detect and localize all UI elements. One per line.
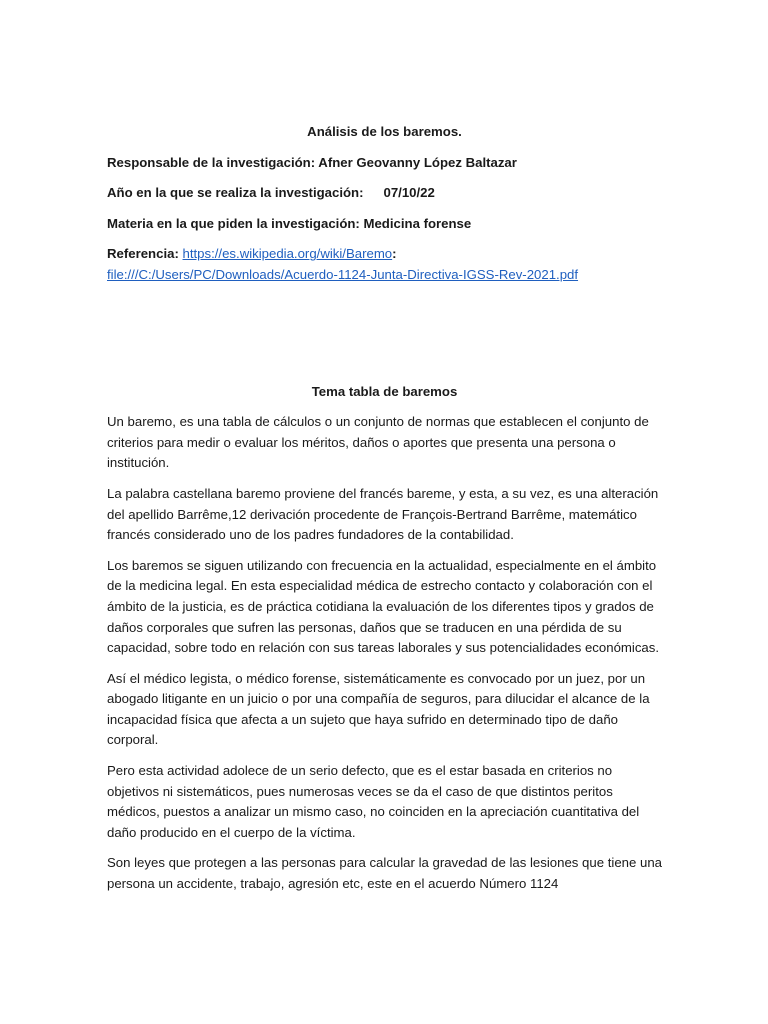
year-label: Año en la que se realiza la investigación: bbox=[107, 185, 364, 201]
subject-line: Materia en la que piden la investigación: Medicina forense bbox=[107, 215, 472, 231]
paragraph: Pero esta actividad adolece de un serio defecto, que es el estar basada en criterios no objetivos ni sistemáticos, pues numerosas veces se da el caso de que distintos peritos médicos, puestos a analizar un mismo caso, no coinciden en la apreciación cuantitativa del daño producido en el cuerpo de la víctima. bbox=[107, 763, 640, 840]
paragraph: Los baremos se siguen utilizando con frecuencia en la actualidad, especialmente en el ámbito de la medicina legal. En esta especialidad médica de estrecho contacto y colaboración con el ámbito de la justicia, es de práctica cotidiana la evaluación de los diferentes tipos y grados de daños corporales que sufren las personas, daños que se traducen en una pérdida de su capacidad, sobre todo en relación con sus tareas laborales y sus potencialidades económicas. bbox=[107, 557, 660, 656]
reference-separator: : bbox=[392, 246, 397, 262]
paragraph: La palabra castellana baremo proviene del francés bareme, y esta, a su vez, es una alteración del apellido Barrême,12 derivación procedente de François-Bertrand Barrême, matemático francés considerado uno de los padres fundadores de la contabilidad. bbox=[107, 485, 659, 543]
year-value: 07/10/22 bbox=[383, 185, 435, 201]
document-title: Análisis de los baremos. bbox=[307, 124, 462, 139]
paragraph: Un baremo, es una tabla de cálculos o un conjunto de normas que establecen el conjunto de criterios para medir o evaluar los méritos, daños o aportes que presenta una persona o institución. bbox=[107, 414, 649, 471]
reference-link-pdf[interactable]: file:///C:/Users/PC/Downloads/Acuerdo-1124-Junta-Directiva-IGSS-Rev-2021.pdf bbox=[107, 266, 579, 282]
paragraph: Así el médico legista, o médico forense, sistemáticamente es convocado por un juez, por un abogado litigante en un juicio o por una compañía de seguros, para dilucidar el alcance de la incapacidad física que afecta a un sujeto que haya sufrido en determinado tipo de daño corporal. bbox=[107, 670, 650, 748]
responsible-line: Responsable de la investigación: Afner Geovanny López Baltazar bbox=[107, 154, 517, 170]
reference-label: Referencia: bbox=[107, 246, 179, 262]
paragraph: Son leyes que protegen a las personas para calcular la gravedad de las lesiones que tiene una persona un accidente, trabajo, agresión etc, este en el acuerdo Número 1124 bbox=[107, 855, 662, 892]
reference-link-wikipedia[interactable]: https://es.wikipedia.org/wiki/Baremo bbox=[182, 246, 393, 262]
document-body bbox=[107, 122, 662, 905]
section-title: Tema tabla de baremos bbox=[311, 383, 458, 399]
year-line bbox=[107, 183, 662, 204]
reference-block bbox=[107, 244, 662, 285]
